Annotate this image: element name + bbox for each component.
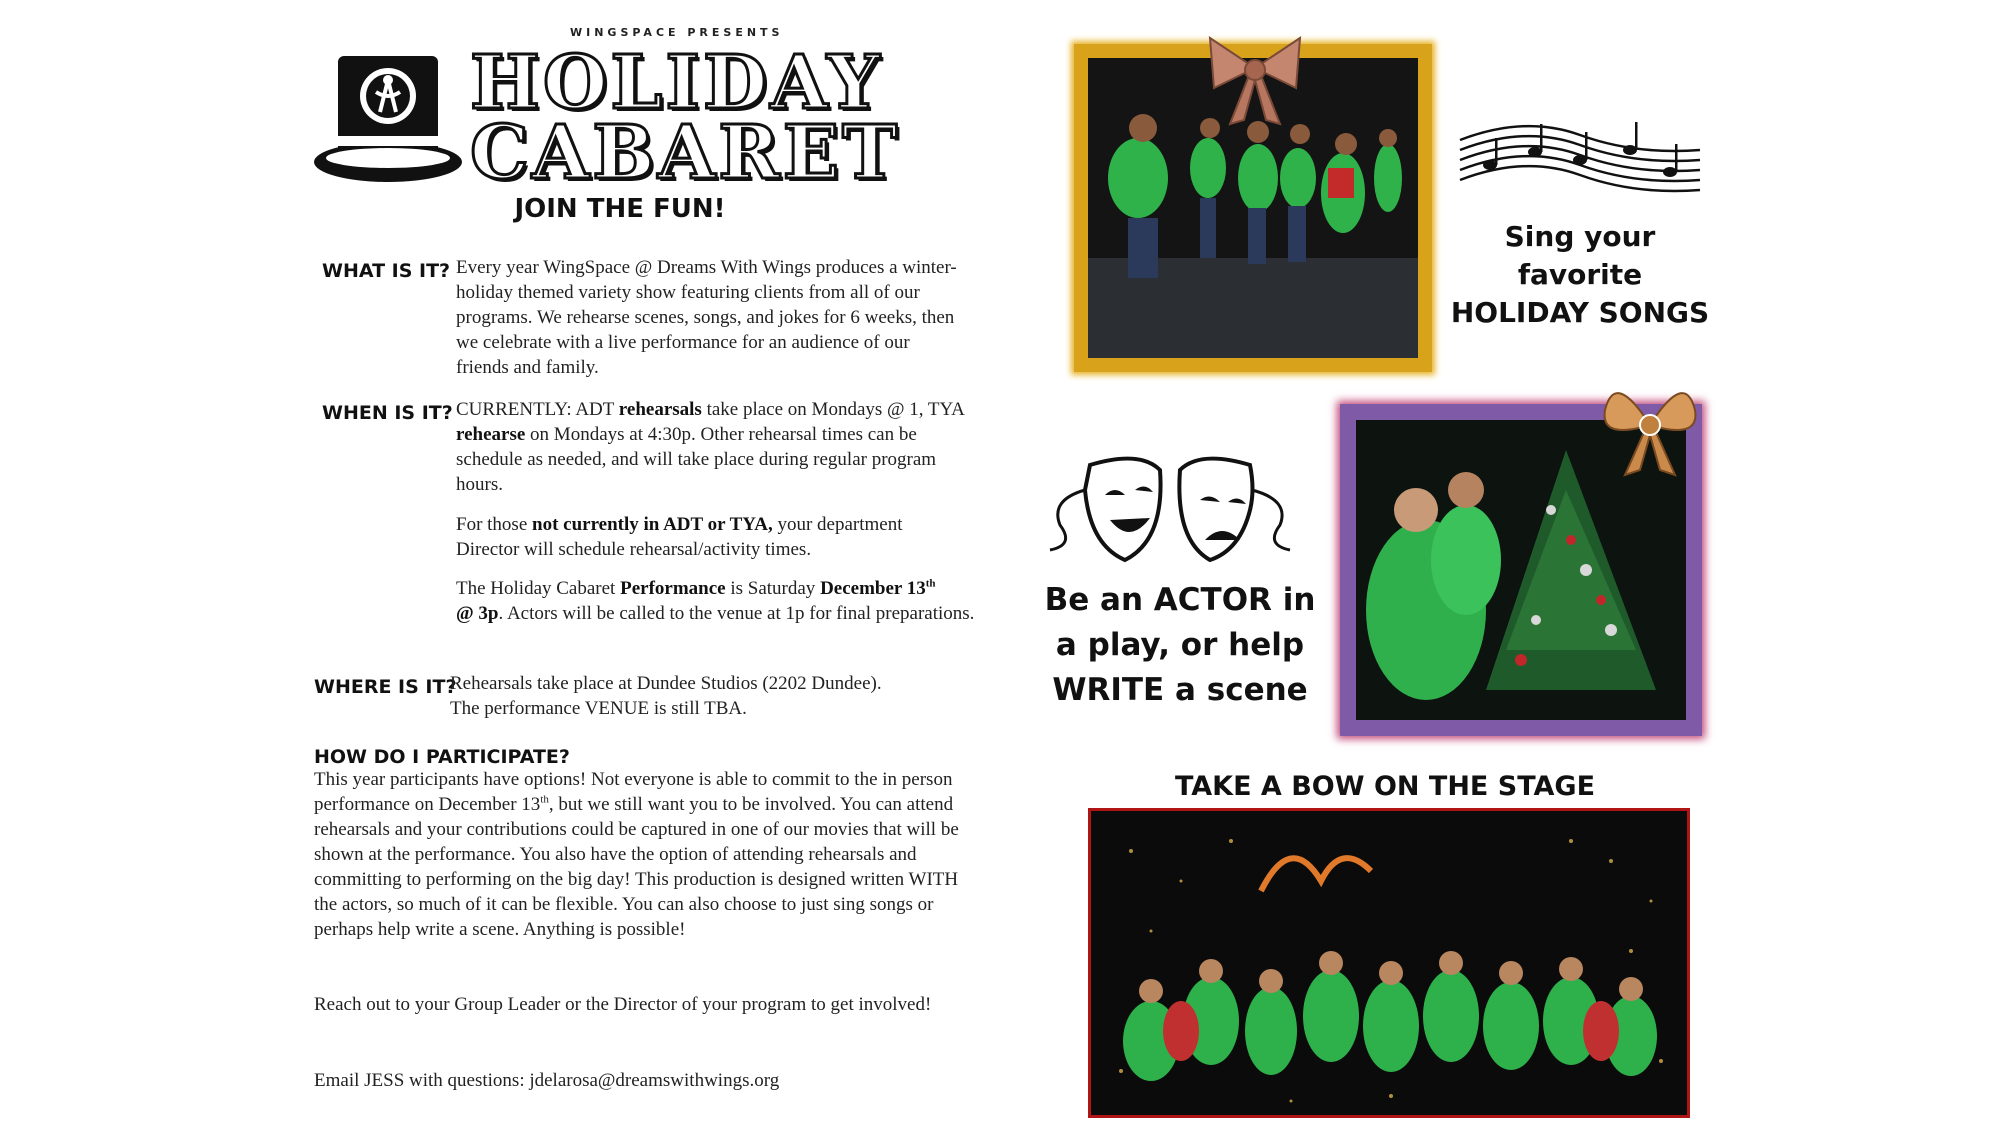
where-line: The performance VENUE is still TBA. xyxy=(450,698,747,719)
when-text: is Saturday xyxy=(725,578,821,599)
where-label: WHERE IS IT? xyxy=(314,676,457,698)
title-line-2: CABARET xyxy=(470,110,901,196)
bow-ribbon-icon xyxy=(1200,28,1310,128)
when-text: For those xyxy=(456,514,532,535)
actor-line-2: a play, or help xyxy=(1055,627,1305,663)
sing-caption xyxy=(1440,218,1720,332)
when-text: take place on Mondays @ 1, TYA xyxy=(701,399,964,420)
how-text-part: This year participants have options! Not everyone is able to commit to the in person performance on December 13 xyxy=(314,769,953,815)
where-line: Rehearsals take place at Dundee Studios (2202 Dundee). xyxy=(450,673,882,694)
tagline: JOIN THE FUN! xyxy=(514,194,726,224)
actor-line-1: Be an ACTOR in xyxy=(1044,582,1316,618)
how-sup: th xyxy=(540,793,549,806)
presents-label: WINGSPACE PRESENTS xyxy=(570,26,784,39)
actor-line-3: WRITE a scene xyxy=(1052,672,1308,708)
what-label: WHAT IS IT? xyxy=(322,260,451,282)
when-text: The Holiday Cabaret xyxy=(456,578,621,599)
when-paragraph-1 xyxy=(456,397,966,497)
when-sup: th xyxy=(925,577,936,590)
how-text-part: , but we still want you to be involved. You can attend rehearsals and your contributions could be captured in one of our movies that will be shown at the performance. You also have the option of attending rehearsals and committing to performing on the big day! This production is designed written WITH the actors, so much of it can be flexible. You can also choose to just sing songs or perhaps help write a scene. Anything is possible! xyxy=(314,794,959,940)
where-text xyxy=(450,671,970,721)
when-text: CURRENTLY: ADT xyxy=(456,399,619,420)
when-paragraph-2 xyxy=(456,512,966,562)
sing-line-1: Sing your favorite xyxy=(1504,220,1656,291)
when-label: WHEN IS IT? xyxy=(322,402,453,424)
when-text: . Actors will be called to the venue at 1p for final preparations. xyxy=(498,603,975,624)
photo-frame-stage xyxy=(1088,808,1690,1118)
reach-out-text: Reach out to your Group Leader or the Director of your program to get involved! xyxy=(314,994,932,1015)
curtain-call-photo xyxy=(1091,811,1687,1115)
email-text: Email JESS with questions: jdelarosa@dreamswithwings.org xyxy=(314,1070,780,1091)
when-paragraph-3 xyxy=(456,576,996,626)
what-text: Every year WingSpace @ Dreams With Wings produces a winter-holiday themed variety show featuring clients from all of our programs. We rehearse scenes, songs, and jokes for 6 weeks, then we celebrate with a live performance for an audience of our friends and family. xyxy=(456,257,957,378)
how-text xyxy=(314,767,969,942)
when-bold: December 13 xyxy=(820,578,926,599)
sing-line-2: HOLIDAY SONGS xyxy=(1450,296,1710,329)
event-title xyxy=(470,40,901,196)
bow-caption: TAKE A BOW ON THE STAGE xyxy=(1174,771,1596,802)
actor-caption xyxy=(1030,578,1330,713)
how-heading: HOW DO I PARTICIPATE? xyxy=(314,746,570,768)
theatre-masks-icon xyxy=(1040,450,1300,570)
when-text: your department Director will schedule rehearsal/activity times. xyxy=(456,514,903,560)
when-text: on Mondays at 4:30p. Other rehearsal times can be schedule as needed, and will take place during regular program hours. xyxy=(456,424,937,495)
when-bold: not currently in ADT or TYA, xyxy=(532,514,773,535)
top-hat-logo xyxy=(310,50,465,190)
title-line-1: HOLIDAY xyxy=(470,40,883,126)
when-bold: rehearse xyxy=(456,424,526,445)
music-staff-icon xyxy=(1455,110,1705,205)
when-bold: Performance xyxy=(620,578,726,599)
gingerbread-bow-icon xyxy=(1595,370,1705,480)
when-bold: @ 3p xyxy=(456,603,499,624)
when-bold: rehearsals xyxy=(618,399,702,420)
